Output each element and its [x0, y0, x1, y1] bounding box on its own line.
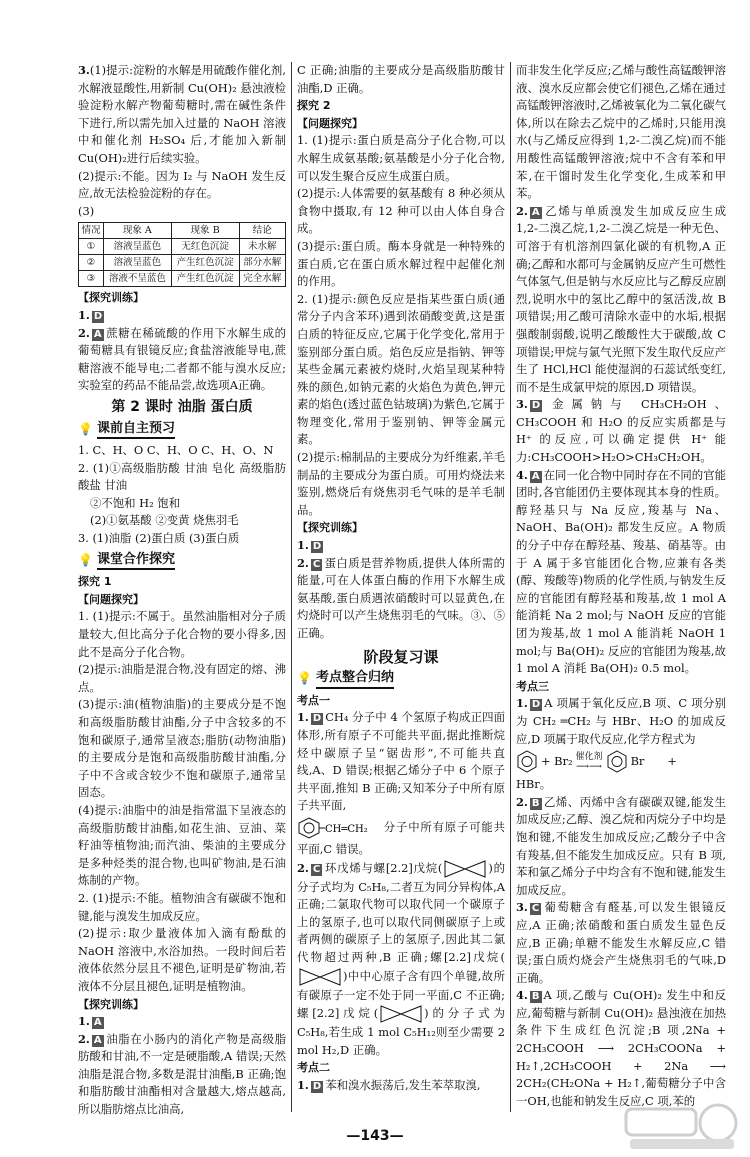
preview-item: 1. C、H、O C、H、O C、H、O、N	[78, 443, 274, 458]
q-text: )中中心原子含有四个单键,故所有碳原子一定不处于同一平面,C 不正确;螺[2.2]戊烷(	[297, 968, 505, 1021]
preview-item: ②不饱和 H₂ 饱和	[90, 495, 181, 510]
table-cell: 溶液呈蓝色	[103, 239, 171, 255]
section-title: 课堂合作探究	[97, 551, 175, 571]
section-summary	[297, 669, 505, 689]
q-number: 1.	[297, 710, 309, 725]
q-number: 2.	[297, 555, 309, 570]
q-number: 1.	[297, 1077, 309, 1092]
answer-badge: D	[312, 541, 322, 553]
table-row	[79, 239, 286, 255]
training-q2	[78, 325, 286, 395]
kaodian3-q3	[516, 899, 726, 987]
training-q1	[78, 307, 286, 325]
answer-badge: A	[93, 1017, 102, 1029]
q-text: 蔗糖在稀硫酸的作用下水解生成的葡萄糖具有银镜反应;食盐溶液能导电,蔗糖溶液不能导电;二者都不能与溴水反应;实验室的药品不能品尝,故选项A正确。	[78, 325, 286, 393]
q-text: A 项,乙酸与 Cu(OH)₂ 发生中和反应,葡萄糖与新制 Cu(OH)₂ 悬浊液在加热条件下生成红色沉淀;B 项,2Na + 2CH₃COOH ⟶ 2CH₃COONa + H₂↑,2CH₃COOH + 2Na ⟶ 2CH₂(CH₂ONa + H₂↑,葡萄糖分子中含一OH,也能和钠发生反应,C 项,苯的	[516, 988, 726, 1108]
q-text: A 项属于氧化反应,B 项、C 项分别为 CH₂ ═CH₂ 与 HBr、H₂O 的加成反应,D 项属于取代反应,化学方程式为	[516, 696, 726, 746]
table-cell: 溶液呈蓝色	[103, 255, 171, 271]
q-number: 4.	[516, 467, 528, 482]
table-cell: ③	[79, 271, 104, 287]
section-coop	[78, 551, 286, 571]
q-number: 2.	[516, 794, 528, 809]
bromination-equation	[516, 748, 726, 776]
answer-badge: C	[531, 903, 540, 915]
kaodian3-q2	[516, 794, 726, 900]
training-q2	[297, 555, 505, 643]
kaodian-q1	[297, 709, 505, 815]
table-cell: 无红色沉淀	[171, 239, 239, 255]
stage-title: 阶段复习课	[363, 647, 439, 666]
table-cell: ②	[79, 255, 104, 271]
preview-item: 3. (1)油脂 (2)蛋白质 (3)蛋白质	[78, 531, 240, 546]
kaodian-heading: 考点二	[297, 1061, 330, 1075]
q-number: 3.	[516, 900, 528, 915]
page-number: —143—	[346, 1128, 404, 1144]
q-number: 1.	[516, 696, 528, 711]
explore-item: (2)提示:棉制品的主要成分为纤维素,羊毛制品的主要成分为蛋白质。可用灼烧法来鉴别,燃烧后有烧焦羽毛气味的是羊毛制品。	[297, 450, 505, 517]
answer-badge: C	[312, 558, 321, 570]
spiropentane-structure-icon	[297, 967, 343, 987]
answer-badge: A	[531, 206, 540, 218]
table-cell: 溶液不呈蓝色	[103, 271, 171, 287]
table-cell: 完全水解	[239, 271, 285, 287]
q-text: 蛋白质是营养物质,提供人体所需的能量,可在人体蛋白酶的作用下水解生成氨基酸,蛋白质遇浓硝酸时可以显黄色,在灼烧时可以产生烧焦羽毛的气味。③、⑤正确。	[297, 555, 505, 640]
section-title: 考点整合归纳	[316, 669, 394, 689]
explore-item: (2)提示:油脂是混合物,没有固定的熔、沸点。	[78, 662, 286, 694]
kaodian2-q3	[516, 396, 726, 466]
continued-text: C 正确;油脂的主要成分是高级脂肪酸甘油酯,D 正确。	[297, 63, 505, 95]
section-title: 课前自主预习	[97, 420, 175, 440]
spiropentane-structure-icon	[442, 859, 488, 879]
q-text: 乙烯与单质溴发生加成反应生成 1,2-二溴乙烷,1,2-二溴乙烷是一种无色、可溶于有机溶剂四氯化碳的有机物,A 正确;乙醇和水都可与金属钠反应产生可燃性气体氢气,但是钠与水反应比与乙醇反应剧烈,说明水中的氢比乙醇中的氢活泼,故 B 项错误;用乙酸可清除水壶中的水垢,根据强酸制弱酸,说明乙酸酸性大于碳酸,故 C 项错误;甲烷与氯气光照下发生取代反应产生了 HCl,HCl 能使湿润的石蕊试纸变红,而不是生成氯甲烷的原因,D 项错误。	[516, 203, 726, 394]
section-preview	[78, 420, 286, 440]
table-header: 现象 B	[171, 223, 239, 239]
explore-item: (3)提示:蛋白质。酶本身就是一种特殊的蛋白质,它在蛋白质水解过程中起催化剂的作用。	[297, 238, 505, 289]
catalyst-label: 催化剂	[575, 752, 603, 763]
training-heading: 【探究训练】	[78, 997, 144, 1011]
equation-text: +	[667, 754, 677, 769]
kaodian-q1-cont	[297, 815, 505, 859]
styrene-structure-icon	[297, 815, 383, 841]
q-number: 4.	[516, 988, 528, 1003]
training-q2	[78, 1031, 286, 1119]
q-number: 3.	[516, 397, 528, 412]
preview-item: (2)①氨基酸 ②变黄 烧焦羽毛	[90, 513, 239, 528]
kaodian3-q1	[516, 695, 726, 748]
answer-badge: A	[93, 1034, 102, 1046]
column-3	[516, 62, 726, 1122]
column-divider	[291, 62, 292, 1112]
equation-hbr: HBr。	[516, 777, 552, 792]
answer-badge: D	[312, 1080, 322, 1092]
explore-item: 1. (1)提示:不属于。虽然油脂相对分子质量较大,但比高分子化合物的要小得多,因此不是高分子化合物。	[78, 609, 286, 659]
explore-heading: 探究 1	[78, 575, 112, 589]
reaction-arrow	[576, 752, 603, 772]
table-header: 结论	[239, 223, 285, 239]
answer-badge: D	[312, 713, 322, 725]
explore-item: (3)提示:油(植物油脂)的主要成分是不饱和高级脂肪酸甘油酯,分子中含较多的不饱和碳原子,通常呈液态;脂肪(动物油脂)的主要成分是饱和高级脂肪酸甘油酯,分子中不含或含较少不饱和碳原子,通常呈固态。	[78, 697, 286, 800]
benzene-ring-icon	[516, 750, 538, 774]
lightbulb-icon: 💡	[78, 421, 93, 436]
q-text: CH₄ 分子中 4 个氢原子构成正四面体形,所有原子不可能共平面,据此推断烷烃中碳原子呈“锯齿形”,不可能共直线,A、D 错误;根据乙烯分子中 6 个原子共平面,推知 B 正确;又知苯分子中所有原子共平面,	[297, 710, 505, 813]
table-cell: 部分水解	[239, 255, 285, 271]
q-text: 油脂在小肠内的消化产物是高级脂肪酸和甘油,不一定是硬脂酸,A 错误;天然油脂是混合物,多数是混甘油酯,B 正确;饱和脂肪酸甘油酯相对含量越大,熔点越高,所以脂肪熔点比油高,	[78, 1031, 286, 1117]
column-divider	[510, 62, 511, 1112]
explore-item: 2. (1)提示:不能。植物油含有碳碳不饱和键,能与溴发生加成反应。	[78, 890, 286, 923]
q-text: )的分子式均为 C₅H₈,二者互为同分异构体,A 正确;二氯取代物可以取代同一个碳原子上的氢原子,也可以取代同侧碳原子上或者两侧的碳原子上的氢原子,因此其二氯代物超过两种,B 正确;螺[2.2]戊烷(	[297, 860, 505, 964]
explore-item: (2)提示:人体需要的氨基酸有 8 种必须从食物中摄取,有 12 种可以由人体自身合成。	[297, 186, 505, 236]
q-text: 乙烯、丙烯中含有碳碳双键,能发生加成反应;乙醇、溴乙烷和丙烷分子中均是饱和键,不能发生加成反应;乙酸分子中含有羧基,但不能发生加成反应。只有 B 项,苯和氯乙烯分子中均含有不饱和键,能发生加成反应。	[516, 794, 726, 897]
explore-item: 2. (1)提示:颜色反应是指某些蛋白质(通常分子内含苯环)遇到浓硝酸变黄,这是蛋白质的特征反应,它属于化学变化,常用于鉴别部分蛋白质。焰色反应是指钠、钾等某些金属元素被灼烧时,火焰呈现某种特殊的颜色,如钠元素的火焰色为黄色,钾元素的焰色(透过蓝色钴玻璃)为紫色,它属于物理变化,常用于鉴别钠、钾等金属元素。	[297, 291, 505, 447]
q-text: )的分子式为 C₅H₈,若生成 1 mol C₅H₁₂则至少需要 2 mol H₂,D 正确。	[297, 1006, 505, 1057]
problem-heading: 【问题探究】	[297, 116, 363, 130]
preview-item: 2. (1)①高级脂肪酸 甘油 皂化 高级脂肪酸盐 甘油	[78, 460, 286, 493]
equation-text: + Br₂	[541, 754, 573, 769]
q-number: 1.	[78, 1014, 90, 1029]
kaodian2-q4	[516, 467, 726, 678]
q-text: 在同一化合物中同时存在不同的官能团时,各官能团仍主要体现其本身的性质。醇羟基只与 Na 反应,羧基与 Na、NaOH、Ba(OH)₂ 都发生反应。A 物质的分子中存在醇羟基、羧基、硝基等。由于 A 属于多官能团化合物,应兼有各类(醇、羧酸等)物质的化学性质,与钠发生反应的官能团有醇羟基和羧基,故 1 mol A 能消耗 Na 2 mol;与 NaOH 反应的官能团为羧基,故 1 mol A 能消耗 NaOH 1 mol;与 Ba(OH)₂ 反应的官能团为羧基,故 1 mol A 消耗 Ba(OH)₂ 0.5 mol。	[516, 467, 726, 676]
answer-badge: B	[531, 797, 540, 809]
q3-part1	[78, 62, 286, 168]
q-text: 葡萄糖含有醛基,可以发生银镜反应,A 正确;浓硝酸和蛋白质发生显色反应,B 正确;单糖不能发生水解反应,C 错误;蛋白质灼烧会产生烧焦羽毛的气味,D 正确。	[516, 900, 726, 985]
q-number: 2.	[78, 325, 90, 340]
training-q1	[297, 537, 505, 555]
q-number: 2.	[297, 860, 309, 875]
explore-item: 1. (1)提示:蛋白质是高分子化合物,可以水解生成氨基酸;氨基酸是小分子化合物,可以发生聚合反应生成蛋白质。	[297, 133, 505, 183]
table-header-row	[79, 223, 286, 239]
table-cell: 产生红色沉淀	[171, 255, 239, 271]
training-q1	[78, 1013, 286, 1031]
q3-number: 3.	[78, 63, 90, 77]
page-content	[78, 62, 726, 1122]
answer-badge: D	[531, 400, 541, 412]
q-text: 苯和溴水振荡后,发生苯萃取溴,	[325, 1077, 481, 1092]
kaodian-heading: 考点一	[297, 693, 330, 707]
answer-badge: A	[93, 328, 102, 340]
explore-heading: 探究 2	[297, 99, 331, 113]
explore-item: (4)提示:油脂中的油是指常温下呈液态的高级脂肪酸甘油酯,如花生油、豆油、菜籽油等植物油;而汽油、柴油的主要成分是多种烃类的混合物,也叫矿物油,是石油炼制的产物。	[78, 802, 286, 888]
lightbulb-icon: 💡	[297, 671, 312, 686]
explore-item: (2)提示:取少量液体加入滴有酚酞的 NaOH 溶液中,水浴加热。一段时间后若液体依然分层且不褪色,证明是矿物油,若液体不分层且褪色,证明是植物油。	[78, 926, 286, 993]
q-text: 环戊烯与螺[2.2]戊烷(	[324, 860, 443, 875]
table-cell: 未水解	[239, 239, 285, 255]
answer-badge: D	[531, 699, 541, 711]
continued-text: 而非发生化学反应;乙烯与酸性高锰酸钾溶液、溴水反应都会使它们褪色,乙烯在通过高锰酸钾溶液时,乙烯被氧化为二氧化碳气体,所以在除去乙烷中的乙烯时,只能用溴水(与乙烯反应得到 1,2-二溴乙烷)而不能用酸性高锰酸钾溶液;烷中不含有苯和甲苯,在干馏时发生化学变化,生成苯和甲苯。	[516, 63, 726, 201]
q3-part2: (2)提示:不能。因为 I₂ 与 NaOH 发生反应,故无法检验淀粉的存在。	[78, 168, 286, 201]
equation-text: Br	[630, 754, 645, 769]
training-heading: 【探究训练】	[297, 521, 363, 535]
kaodian3-q4	[516, 987, 726, 1110]
answer-badge: C	[312, 863, 321, 875]
answer-badge: B	[531, 991, 540, 1003]
answer-badge: A	[531, 470, 540, 482]
table-row	[79, 271, 286, 287]
column-2	[297, 62, 505, 1122]
kaodian2-q1	[297, 1077, 505, 1095]
lesson-title: 第 2 课时 油脂 蛋白质	[111, 398, 253, 415]
q-number: 1.	[78, 307, 90, 322]
q3-part3: (3)	[78, 203, 95, 218]
kaodian-heading: 考点三	[516, 679, 549, 693]
q3-text1: (1)提示:淀粉的水解是用硫酸作催化剂,水解液显酸性,用新制 Cu(OH)₂ 悬浊液检验淀粉水解产物葡萄糖时,需在碱性条件下进行,所以需先加入过量的 NaOH 溶液中和催化剂 H₂SO₄ 后,才能加入新制Cu(OH)₂进行后续实验。	[78, 63, 286, 165]
hydrolysis-table	[78, 222, 286, 287]
table-cell: 产生红色沉淀	[171, 271, 239, 287]
q-number: 1.	[297, 538, 309, 553]
watermark-logo-icon	[622, 1101, 742, 1153]
q-number: 2.	[516, 203, 528, 218]
arrow-icon: ⟶⟶	[576, 762, 602, 773]
kaodian-q2	[297, 859, 505, 1060]
q-text: 分子中所有原子可能共平面,C 错误。	[297, 819, 505, 856]
kaodian2-q2	[516, 203, 726, 397]
q-number: 2.	[78, 1031, 90, 1046]
table-header: 情况	[79, 223, 104, 239]
table-cell: ①	[79, 239, 104, 255]
column-1	[78, 62, 286, 1122]
table-header: 现象 A	[103, 223, 171, 239]
answer-badge: D	[93, 310, 103, 322]
training-heading: 【探究训练】	[78, 291, 144, 305]
table-row	[79, 255, 286, 271]
q-text: 金属钠与 CH₃CH₂OH、CH₃COOH 和 H₂O 的反应实质都是与 H⁺ 的反应,可以确定提供 H⁺ 能力:CH₃COOH>H₂O>CH₃CH₂OH。	[516, 397, 726, 465]
benzene-ring-icon	[606, 750, 628, 774]
spiropentane-structure-icon	[378, 1004, 424, 1024]
lightbulb-icon: 💡	[78, 552, 93, 567]
problem-heading: 【问题探究】	[78, 592, 144, 606]
svg-text:CH═CH₂: CH═CH₂	[325, 823, 368, 835]
